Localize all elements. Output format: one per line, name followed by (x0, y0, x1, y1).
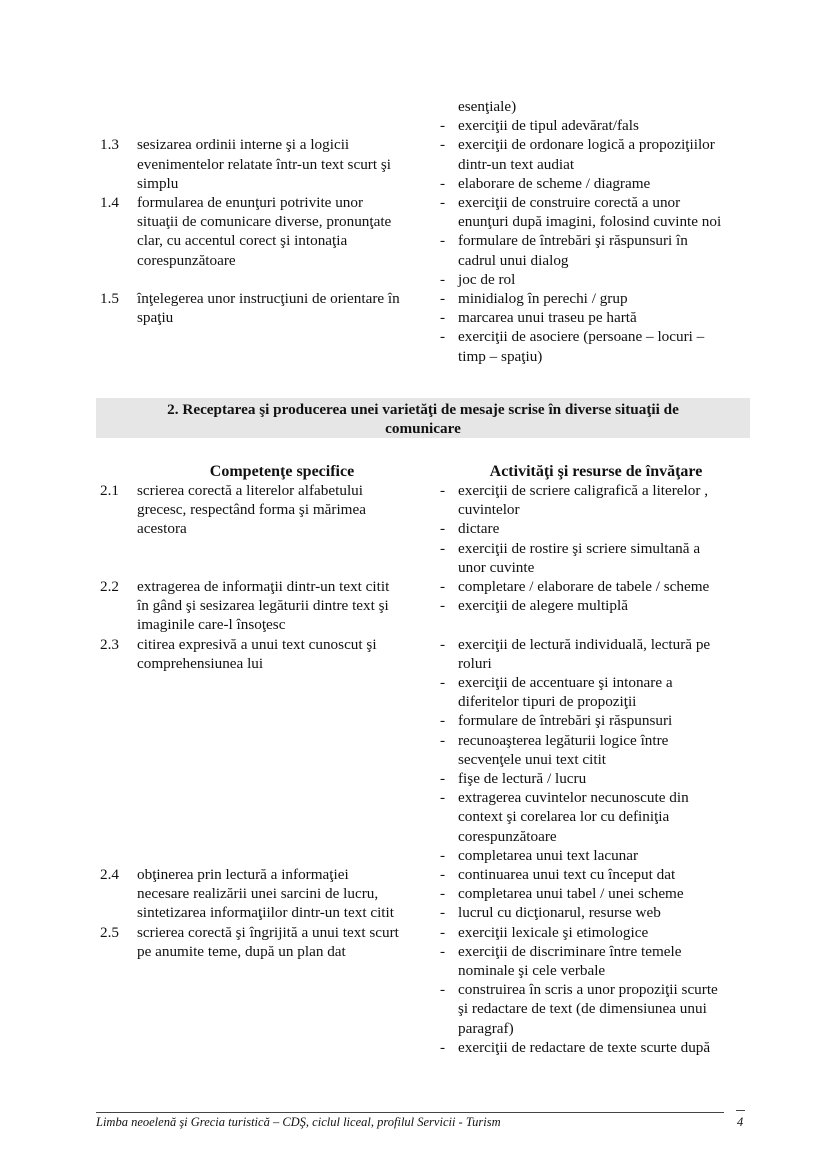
line-number: 2.3 (100, 635, 119, 653)
activity-text: cadrul unui dialog (458, 251, 569, 269)
activity-text: cuvintelor (458, 501, 520, 519)
activity-text: exerciţii de discriminare între temele (458, 942, 682, 960)
footer-divider-page (736, 1110, 745, 1111)
activity-text: lucrul cu dicţionarul, resurse web (458, 904, 661, 922)
activity-text: enunţuri după imagini, folosind cuvinte noi (458, 213, 722, 231)
competence-text: scrierea corectă şi îngrijită a unui text scurt (137, 923, 399, 941)
competence-text: grecesc, respectând forma şi mărimea (137, 501, 366, 519)
competence-text: sesizarea ordinii interne şi a logicii (137, 136, 350, 154)
activity-text: exerciţii de asociere (persoane – locuri – (458, 328, 705, 346)
bullet-dash: - (440, 866, 446, 883)
activity-text: exerciţii de redactare de texte scurte după (458, 1038, 711, 1056)
activity-text: dintr-un text audiat (458, 155, 575, 173)
activity-text: minidialog în perechi / grup (458, 290, 628, 307)
line-number: 2.5 (100, 923, 119, 941)
activity-text: continuarea unui text cu început dat (458, 866, 676, 883)
bullet-dash: - (440, 309, 446, 327)
activity-text: timp – spaţiu) (458, 347, 543, 365)
bullet-dash: - (440, 981, 446, 999)
footer-divider (96, 1112, 724, 1113)
bullet-dash: - (440, 578, 446, 595)
activity-text: formulare de întrebări şi răspunsuri în (458, 232, 688, 250)
column-header-competente: Competenţe specifice (209, 463, 355, 480)
footer-text: Limba neoelenă şi Grecia turistică – CDŞ, ciclul liceal, profilul Servicii - Turism (96, 1115, 501, 1129)
bullet-dash: - (440, 1038, 446, 1056)
bullet-dash: - (440, 770, 446, 787)
bullet-dash: - (440, 174, 446, 192)
competence-text: comprehensiunea lui (137, 654, 264, 672)
competence-text: pe anumite teme, după un plan dat (137, 942, 346, 960)
bullet-dash: - (440, 290, 446, 307)
competence-text: spaţiu (137, 309, 174, 327)
page-number: 4 (737, 1115, 744, 1129)
activity-text: elaborare de scheme / diagrame (458, 174, 651, 192)
activity-text: joc de rol (458, 270, 516, 288)
activity-text: diferitelor tipuri de propoziţii (458, 693, 637, 711)
line-number: 1.3 (100, 136, 119, 154)
activity-text: marcarea unui traseu pe hartă (458, 309, 637, 327)
line-number: 2.1 (100, 482, 119, 499)
bullet-dash: - (440, 194, 446, 211)
activity-text: exerciţii de alegere multiplă (458, 597, 628, 615)
competence-text: înţelegerea unor instrucţiuni de orientare în (137, 290, 400, 307)
activity-text: fişe de lectură / lucru (458, 770, 587, 787)
bullet-dash: - (440, 328, 446, 346)
activity-text: exerciţii de tipul adevărat/fals (458, 117, 639, 135)
column-header-activitati: Activităţi şi resurse de învăţare (489, 463, 703, 480)
competence-text: imaginile care-l însoţesc (137, 616, 286, 634)
competence-text: în gând şi sesizarea legăturii dintre text şi (137, 597, 389, 615)
activity-text: completare / elaborare de tabele / scheme (458, 578, 710, 595)
activity-text: nominale şi cele verbale (458, 962, 606, 979)
activity-text: secvenţele unui text citit (458, 750, 607, 768)
activity-text: exerciţii de scriere caligrafică a literelor , (458, 482, 709, 499)
activity-text: unor cuvinte (458, 558, 535, 576)
bullet-dash: - (440, 482, 446, 499)
activity-text: extragerea cuvintelor necunoscute din (458, 789, 689, 807)
bullet-dash: - (440, 731, 446, 749)
competence-text: sintetizarea informaţiilor dintr-un text citit (137, 904, 394, 922)
bullet-dash: - (440, 923, 446, 941)
activity-text: formulare de întrebări şi răspunsuri (458, 712, 673, 730)
bullet-dash: - (440, 635, 446, 653)
activity-text: exerciţii de rostire şi scriere simultană a (458, 539, 701, 557)
bullet-dash: - (440, 232, 446, 250)
competence-text: citirea expresivă a unui text cunoscut şi (137, 635, 377, 653)
activity-text: dictare (458, 520, 500, 538)
activity-text: esenţiale) (458, 98, 517, 115)
competence-text: corespunzătoare (137, 251, 236, 269)
bullet-dash: - (440, 520, 446, 538)
section-2-title-line-2: comunicare (385, 420, 461, 437)
competence-text: formularea de enunţuri potrivite unor (137, 194, 364, 211)
activity-text: roluri (458, 654, 492, 672)
bullet-dash: - (440, 904, 446, 922)
line-number: 1.5 (100, 290, 119, 307)
line-number: 2.4 (100, 866, 119, 883)
competence-text: situaţii de comunicare diverse, pronunţate (137, 213, 392, 231)
bullet-dash: - (440, 597, 446, 615)
activity-text: exerciţii de lectură individuală, lectură pe (458, 635, 711, 653)
competence-text: simplu (137, 174, 179, 192)
activity-text: completarea unui text lacunar (458, 846, 639, 864)
competence-text: extragerea de informaţii dintr-un text citit (137, 578, 390, 595)
bullet-dash: - (440, 539, 446, 557)
activity-text: paragraf) (458, 1019, 514, 1037)
activity-text: context şi corelarea lor cu definiţia (458, 808, 670, 826)
competence-text: acestora (137, 520, 187, 538)
line-number: 1.4 (100, 194, 119, 211)
bullet-dash: - (440, 270, 446, 288)
competence-text: necesare realizării unei sarcini de lucru, (137, 885, 379, 903)
activity-text: exerciţii de accentuare şi intonare a (458, 674, 673, 691)
bullet-dash: - (440, 136, 446, 154)
activity-text: completarea unui tabel / unei scheme (458, 885, 684, 903)
activity-text: exerciţii de construire corectă a unor (458, 194, 681, 211)
bullet-dash: - (440, 674, 446, 691)
competence-text: obţinerea prin lectură a informaţiei (137, 866, 349, 883)
activity-text: exerciţii lexicale şi etimologice (458, 923, 649, 941)
bullet-dash: - (440, 712, 446, 730)
activity-text: corespunzătoare (458, 827, 557, 845)
competence-text: clar, cu accentul corect şi intonaţia (137, 232, 348, 250)
bullet-dash: - (440, 885, 446, 903)
activity-text: şi redactare de text (de dimensiunea unui (458, 1000, 707, 1018)
competence-text: evenimentelor relatate într-un text scurt şi (137, 155, 391, 173)
bullet-dash: - (440, 942, 446, 960)
bullet-dash: - (440, 846, 446, 864)
bullet-dash: - (440, 117, 446, 135)
line-number: 2.2 (100, 578, 119, 595)
activity-text: exerciţii de ordonare logică a propoziţiilor (458, 136, 715, 154)
competence-text: scrierea corectă a literelor alfabetului (137, 482, 363, 499)
bullet-dash: - (440, 789, 446, 807)
activity-text: recunoaşterea legăturii logice între (458, 731, 669, 749)
activity-text: construirea în scris a unor propoziţii scurte (458, 981, 718, 999)
section-2-title-line-1: 2. Receptarea şi producerea unei varietăţi de mesaje scrise în diverse situaţii de (167, 401, 679, 418)
